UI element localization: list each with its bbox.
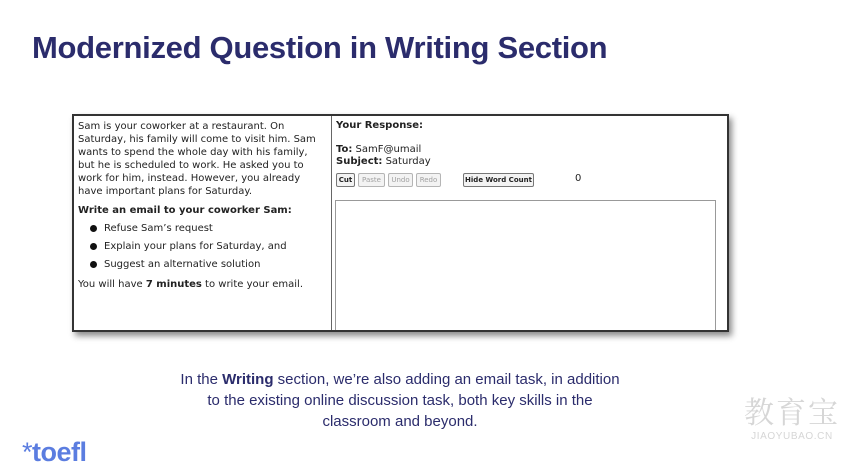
list-item: Suggest an alternative solution	[78, 258, 325, 271]
writing-task-screenshot	[72, 114, 729, 332]
scenario-text: Sam is your coworker at a restaurant. On Saturday, his family will come to visit him. Sam wants to spend the whole day with his family, but he is scheduled to work. He asked you to work for him, instead. However, you already have important plans for Saturday.	[78, 121, 316, 197]
cut-button[interactable]: Cut	[336, 173, 355, 187]
redo-button[interactable]: Redo	[416, 173, 441, 187]
undo-button[interactable]: Undo	[388, 173, 413, 187]
watermark	[732, 398, 852, 444]
time-limit-note: You will have 7 minutes to write your email.	[78, 279, 304, 290]
email-recipient: SamF@umail	[352, 144, 422, 155]
list-item: Refuse Sam’s request	[78, 222, 325, 235]
watermark-cn: 教育宝	[744, 396, 840, 431]
toefl-logo: *toefl	[22, 437, 87, 467]
email-body-input[interactable]	[335, 200, 716, 332]
email-subject-line: Subject: Saturday	[336, 156, 431, 167]
email-to-line: To: SamF@umail	[336, 144, 422, 155]
slide-footer-text: In the Writing section, we’re also adding an email task, in addition to the existing online discussion task, both key skills in the classroom and beyond.	[180, 371, 620, 430]
response-pane	[332, 116, 727, 330]
editor-toolbar	[336, 173, 727, 189]
response-header: Your Response:	[336, 120, 424, 131]
prompt-pane	[74, 116, 332, 330]
word-count: 0	[575, 173, 582, 184]
asterisk-icon: *	[22, 437, 33, 467]
paste-button[interactable]: Paste	[358, 173, 385, 187]
watermark-en: JIAOYUBAO.CN	[751, 431, 833, 442]
hide-word-count-button[interactable]: Hide Word Count	[463, 173, 534, 187]
list-item: Explain your plans for Saturday, and	[78, 240, 325, 253]
task-instruction: Write an email to your coworker Sam:	[78, 205, 292, 216]
slide-title: Modernized Question in Writing Section	[32, 30, 608, 65]
email-subject: Saturday	[382, 156, 431, 167]
task-list	[78, 222, 325, 271]
